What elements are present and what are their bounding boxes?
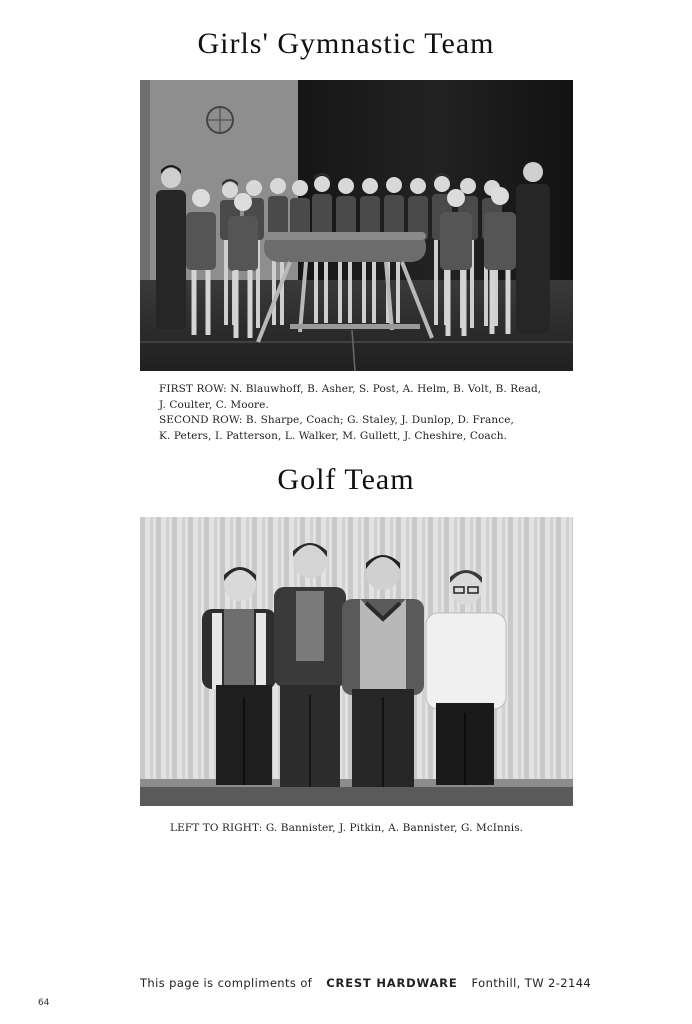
gymnastics-heading: Girls' Gymnastic Team bbox=[197, 27, 495, 60]
golf-team-photo bbox=[140, 517, 573, 806]
sponsor-location: Fonthill, TW 2-2144 bbox=[471, 976, 592, 990]
gymnastics-team-photo bbox=[140, 80, 573, 371]
sponsor-footer bbox=[140, 976, 591, 990]
caption-line: K. Peters, I. Patterson, L. Walker, M. Gullett, J. Cheshire, Coach. bbox=[159, 429, 508, 442]
golf-caption: LEFT TO RIGHT: G. Bannister, J. Pitkin, A. Bannister, G. McInnis. bbox=[170, 822, 524, 834]
sponsor-name: CREST HARDWARE bbox=[326, 976, 458, 990]
golf-heading: Golf Team bbox=[277, 463, 415, 496]
caption-line: J. Coulter, C. Moore. bbox=[159, 398, 269, 411]
caption-line: SECOND ROW: B. Sharpe, Coach; G. Staley, J. Dunlop, D. France, bbox=[159, 414, 514, 426]
caption-line: FIRST ROW: N. Blauwhoff, B. Asher, S. Post, A. Helm, B. Volt, B. Read, bbox=[159, 383, 542, 395]
footer-prefix: This page is compliments of bbox=[140, 976, 313, 990]
gymnastics-caption bbox=[159, 382, 569, 444]
page-number: 64 bbox=[38, 998, 50, 1008]
